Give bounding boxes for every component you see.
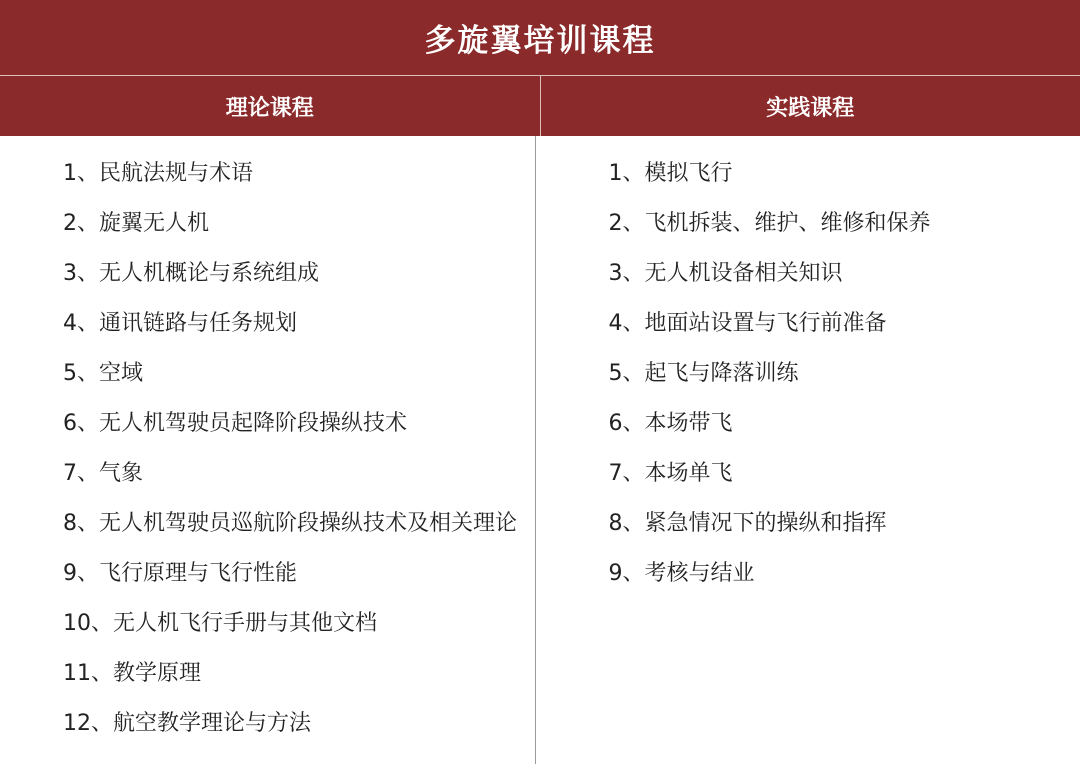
theory-course-item: 1、民航法规与术语 [63,149,535,199]
practice-course-item: 5、起飞与降落训练 [609,349,1080,399]
practice-column-header: 实践课程 [541,76,1080,136]
theory-course-item: 12、航空教学理论与方法 [63,699,535,749]
theory-course-item: 9、飞行原理与飞行性能 [63,549,535,599]
theory-course-item: 3、无人机概论与系统组成 [63,249,535,299]
theory-course-item: 10、无人机飞行手册与其他文档 [63,599,535,649]
theory-course-item: 2、旋翼无人机 [63,199,535,249]
theory-course-item: 4、通讯链路与任务规划 [63,299,535,349]
practice-course-item: 4、地面站设置与飞行前准备 [609,299,1080,349]
theory-course-list [0,136,536,764]
page-title: 多旋翼培训课程 [0,0,1080,75]
theory-column-header: 理论课程 [0,76,541,136]
course-table-body [0,136,1080,764]
theory-course-item: 5、空域 [63,349,535,399]
theory-course-item: 6、无人机驾驶员起降阶段操纵技术 [63,399,535,449]
theory-course-item: 11、教学原理 [63,649,535,699]
theory-course-item: 8、无人机驾驶员巡航阶段操纵技术及相关理论 [63,499,535,549]
column-header-row [0,75,1080,136]
practice-course-item: 8、紧急情况下的操纵和指挥 [609,499,1080,549]
practice-course-list [536,136,1080,764]
practice-course-item: 7、本场单飞 [609,449,1080,499]
practice-course-item: 2、飞机拆装、维护、维修和保养 [609,199,1080,249]
practice-course-item: 6、本场带飞 [609,399,1080,449]
practice-course-item: 1、模拟飞行 [609,149,1080,199]
theory-course-item: 7、气象 [63,449,535,499]
practice-course-item: 9、考核与结业 [609,549,1080,599]
practice-course-item: 3、无人机设备相关知识 [609,249,1080,299]
